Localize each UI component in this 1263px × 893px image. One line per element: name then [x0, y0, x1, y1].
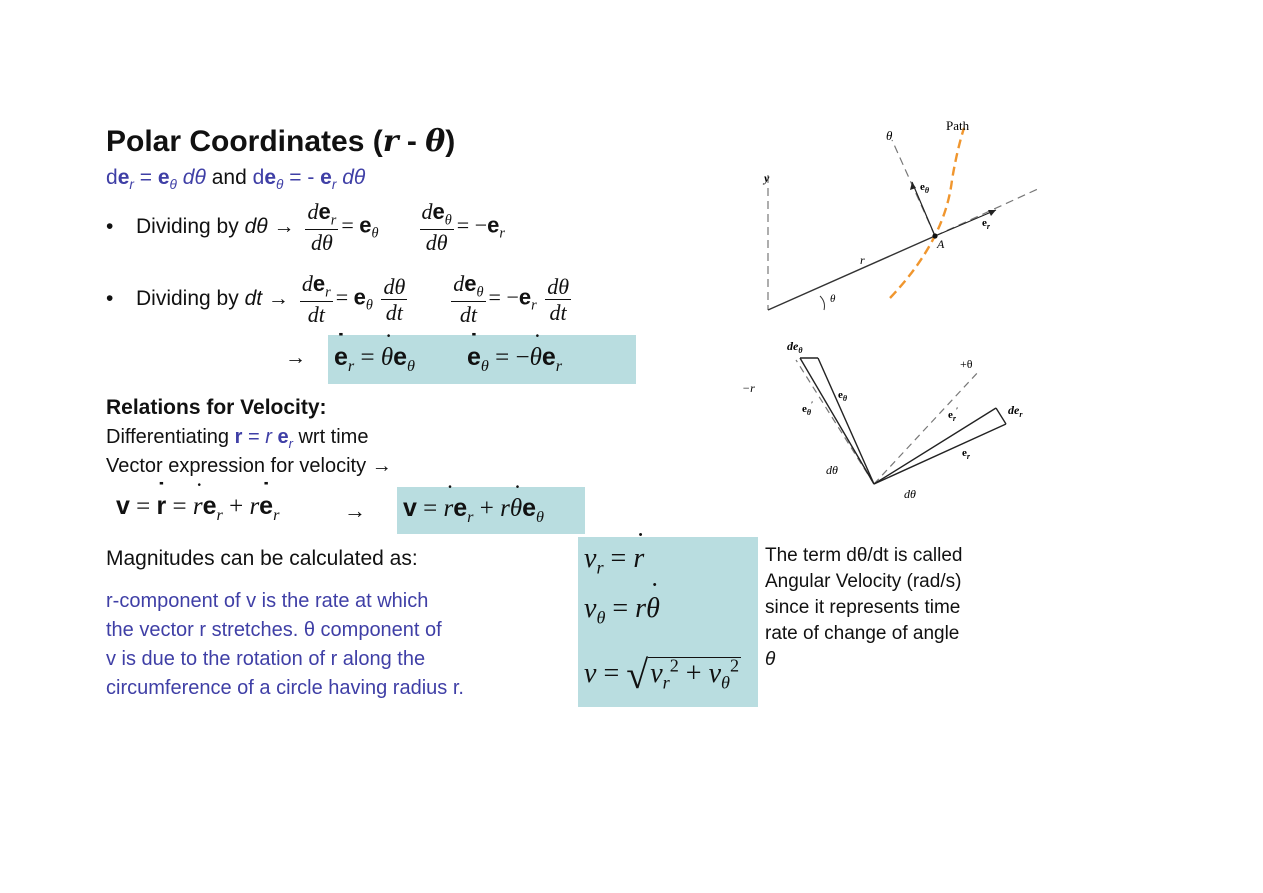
bullet-dot: •: [106, 287, 114, 311]
bullet-divide-dtheta: • Dividing by dθ → $\frac{de_r}{d\theta}$ = $e_\theta$ $\frac{de_\theta}{d\theta}$ = $-e_r$: [106, 199, 505, 256]
equation-der-dt: $\frac{de_r}{dt}$ = $e_\theta$ $\frac{d\theta}{dt}$: [301, 271, 406, 328]
equation-der-dtheta: $\frac{de_r}{d\theta}$ = $e_\theta$: [307, 199, 379, 256]
de-r-label: $de_r$: [1008, 403, 1023, 419]
e-theta-prime-label: $e_\theta'$: [802, 400, 814, 417]
bullet-divide-dt: • Dividing by dt → $\frac{de_r}{dt}$ = $e_\theta$ $\frac{d\theta}{dt}$ $\frac{de_\theta}{dt}$ = $-e_r$ $\frac{d\theta}{dt}$: [106, 272, 574, 326]
eq-vtheta: $v_\theta = r\theta$ ˙: [584, 593, 660, 629]
path-label: Path: [946, 118, 970, 133]
magnitudes-heading: Magnitudes can be calculated as:: [106, 547, 418, 570]
path-curve: [890, 128, 964, 298]
boxed-velocity-vector: v = r $˙e_r + r\theta$ $˙e_\theta$: [397, 487, 585, 534]
polar-path-figure: [740, 110, 1050, 320]
boxed-magnitudes: [578, 537, 758, 707]
velocity-line-1: Differentiating r = r $e_r$ wrt time: [106, 426, 369, 451]
e-r-prime-label: $e_r'$: [948, 406, 959, 423]
dtheta-label-2: dθ: [904, 487, 916, 501]
result-arrow: →: [285, 346, 306, 369]
e-theta-label-2: $e_\theta$: [838, 389, 848, 403]
eq-v-magnitude: $v = √v_r^2 + v_\theta^2$: [584, 652, 740, 697]
velocity-derivation: v = r ˙ = r $˙e_r$ + re $˙_r$: [116, 492, 279, 525]
e-r-label-2: $e_r$: [962, 447, 971, 461]
equation-detheta-dtheta: $\frac{de_\theta}{d\theta}$ = $-e_r$: [421, 199, 505, 256]
e-r-label: $e_r$: [982, 217, 991, 231]
unit-vector-change-figure: [740, 330, 1050, 510]
theta-arc: [820, 296, 825, 310]
velocity-heading: Relations for Velocity:: [106, 396, 327, 419]
r-label: r: [860, 253, 865, 267]
equation-detheta-dt: $\frac{de_\theta}{dt}$ = $-e_r$ $\frac{d\theta}{dt}$: [453, 271, 570, 328]
plus-theta-label: +θ: [960, 357, 973, 371]
velocity-line-2: Vector expression for velocity →: [106, 455, 392, 477]
angular-velocity-note: The term dθ/dt is called Angular Velocity (rad/s) since it represents time rate of change of angle θ: [765, 545, 963, 670]
velocity-arrow: →: [344, 498, 366, 523]
de-r-vector: [996, 408, 1006, 424]
theta-axis-label: θ: [886, 128, 893, 143]
plus-theta-line: [874, 370, 980, 484]
e-r-prime-vector: [874, 408, 996, 484]
and-text: and: [211, 166, 247, 189]
y-label: y: [764, 171, 770, 185]
differential-relations: $de_r = e_\theta$ dθ and $de_\theta$ = - $e_r$ dθ: [106, 166, 366, 193]
e-theta-label: $e_\theta$: [920, 181, 930, 195]
magnitudes-explanation: r-component of v is the rate at which the vector r stretches. θ component of v is due to the rotation of r along the circumference of a circle having radius r.: [106, 590, 464, 699]
de-theta-label: $de_\theta$: [787, 339, 803, 355]
boxed-unit-vector-derivatives: e $˙_r = \theta$ $˙e_\theta$ e $˙_\theta = -\theta$ $˙e_r$: [328, 335, 636, 384]
page-title: Polar Coordinates (r - θ): [106, 124, 456, 159]
eq-vr: $v_r = r$ ˙: [584, 543, 644, 579]
e-r-vector-2: [874, 424, 1006, 484]
angle-label: θ: [830, 293, 836, 305]
minus-r-label: −r: [742, 381, 755, 395]
dtheta-label-1: dθ: [826, 463, 838, 477]
a-label: A: [937, 237, 945, 251]
bullet-dot: •: [106, 215, 114, 239]
